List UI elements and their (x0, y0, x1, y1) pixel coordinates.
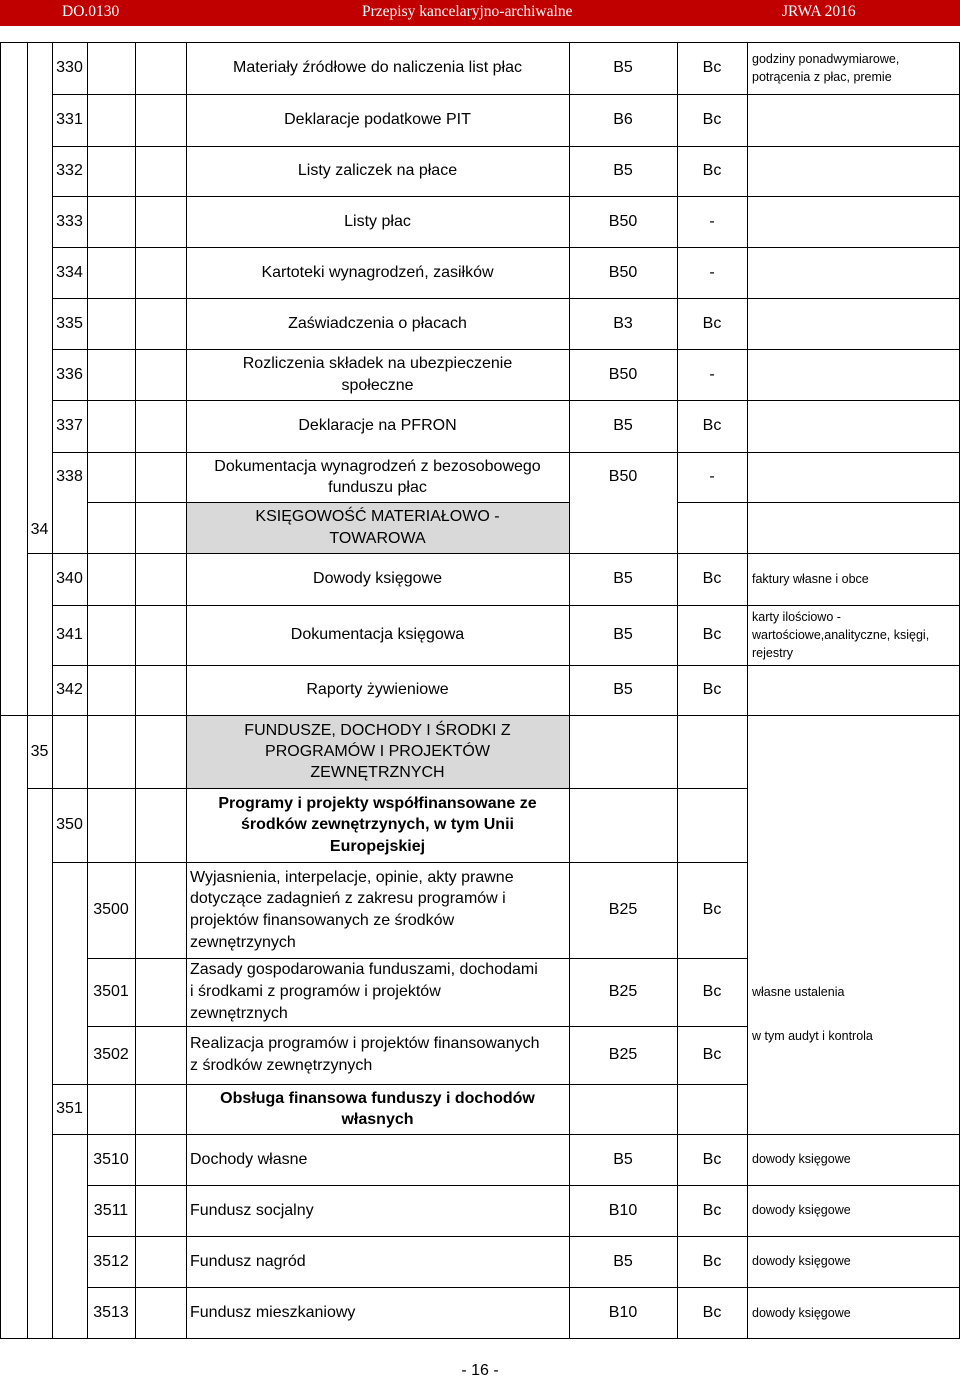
row-350-title-line: Programy i projekty współfinansowane ze (218, 795, 537, 813)
row-330-title: Materiały źródłowe do naliczenia list płac (232, 59, 523, 77)
row-331-code: 331 (56, 111, 83, 129)
grid-line (87, 1236, 960, 1237)
header-jrwa: JRWA 2016 (782, 3, 856, 20)
group-35-code: 35 (30, 742, 49, 760)
grid-line (677, 502, 960, 503)
grid-line (52, 196, 960, 197)
row-336-category-other: - (709, 365, 715, 383)
grid-line (52, 1134, 960, 1135)
row-3512-code: 3512 (93, 1252, 129, 1270)
grid-line (27, 42, 28, 1339)
group-34-title-line: TOWAROWA (329, 529, 426, 547)
row-333-title: Listy płac (344, 212, 411, 230)
row-3502-note: w tym audyt i kontrola (752, 1028, 873, 1043)
row-335-category: B3 (613, 314, 633, 332)
row-3513-category-other: Bc (702, 1304, 722, 1322)
grid-line (52, 146, 960, 147)
row-336-code: 336 (56, 365, 83, 383)
row-341-note-line: wartościowe,analityczne, księgi, (752, 627, 930, 642)
header-doc-code: DO.0130 (62, 3, 120, 20)
row-340-title: Dowody księgowe (313, 570, 442, 588)
row-350-code: 350 (56, 816, 83, 834)
row-337-title: Deklaracje na PFRON (298, 417, 457, 435)
row-3510-category-other: Bc (702, 1150, 722, 1168)
row-350-title-line: Europejskiej (329, 837, 426, 855)
row-332-category-other: Bc (702, 162, 722, 180)
grid-line (52, 298, 960, 299)
row-3510-category: B5 (613, 1150, 633, 1168)
row-341-category-other: Bc (702, 626, 722, 644)
row-334-code: 334 (56, 263, 83, 281)
row-3510-title: Dochody własne (190, 1150, 308, 1168)
row-3502-category: B25 (608, 1046, 638, 1064)
row-337-code: 337 (56, 417, 83, 435)
row-3501-category: B25 (608, 983, 638, 1001)
group-34-code: 34 (30, 521, 49, 539)
grid-line (52, 349, 960, 350)
grid-line (135, 42, 136, 1339)
grid-line (52, 452, 960, 453)
row-338-category: B50 (608, 468, 638, 486)
row-335-category-other: Bc (702, 314, 722, 332)
grid-line (52, 1084, 747, 1085)
row-351-title-line: Obsługa finansowa funduszy i dochodów (220, 1089, 535, 1107)
row-351-title (186, 1084, 569, 1134)
row-340-category-other: Bc (702, 570, 722, 588)
group-35-title-line: ZEWNĘTRZNYCH (310, 764, 445, 782)
group-35-title (186, 715, 569, 788)
row-3512-category: B5 (613, 1252, 633, 1270)
row-3501-note: własne ustalenia (752, 984, 845, 999)
row-335-code: 335 (56, 314, 83, 332)
page-number: - 16 - (461, 1362, 499, 1379)
row-3501-category-other: Bc (702, 983, 722, 1001)
row-330-note (752, 42, 957, 94)
row-3502-title-line: Realizacja programów i projektów finansowanych (190, 1035, 540, 1053)
row-3500-code: 3500 (93, 901, 129, 919)
row-3500-title (186, 862, 569, 958)
grid-line (87, 1185, 960, 1186)
row-342-category: B5 (613, 681, 633, 699)
row-3500-title-line: projektów finansowanych ze środków (190, 912, 455, 929)
row-338-title-line: Dokumentacja wynagrodzeń z bezosobowego (214, 457, 541, 475)
row-341-note (752, 605, 957, 665)
row-3511-title: Fundusz socjalny (190, 1201, 314, 1219)
row-3510-note: dowody księgowe (752, 1152, 851, 1167)
row-341-code: 341 (56, 626, 83, 644)
grid-line (569, 42, 570, 1339)
row-338-code: 338 (56, 468, 83, 486)
row-3511-code: 3511 (93, 1201, 129, 1219)
row-3502-title-line: z środków zewnętrzynych (190, 1057, 373, 1074)
row-340-note: faktury własne i obce (752, 571, 869, 586)
grid-line (0, 42, 960, 43)
row-3501-title (186, 958, 569, 1026)
row-336-title-line: Rozliczenia składek na ubezpieczenie (242, 355, 513, 373)
group-34-title-line: KSIĘGOWOŚĆ MATERIAŁOWO - (255, 508, 500, 526)
row-3511-category-other: Bc (702, 1201, 722, 1219)
row-337-category-other: Bc (702, 417, 722, 435)
row-3512-title: Fundusz nagród (190, 1252, 306, 1270)
group-35-title-line: PROGRAMÓW I PROJEKTÓW (265, 742, 490, 760)
header-title: Przepisy kancelaryjno-archiwalne (362, 3, 573, 20)
grid-line (186, 42, 187, 1339)
row-333-code: 333 (56, 212, 83, 230)
row-3502-title (186, 1026, 569, 1084)
row-3500-title-line: zewnętrzynych (190, 933, 296, 951)
grid-line (52, 400, 960, 401)
row-333-category: B50 (608, 212, 638, 230)
grid-line (677, 42, 678, 1339)
row-330-note-line: potrącenia z płac, premie (752, 70, 892, 84)
row-334-category: B50 (608, 263, 638, 281)
grid-line (0, 42, 1, 1339)
row-336-title (186, 349, 569, 400)
row-332-category: B5 (613, 162, 633, 180)
row-338-title (186, 452, 569, 502)
row-338-category-other: - (709, 468, 715, 486)
row-3512-category-other: Bc (702, 1252, 722, 1270)
grid-line (0, 715, 960, 716)
row-334-title: Kartoteki wynagrodzeń, zasiłków (261, 263, 494, 281)
row-3501-title-line: zewnętrznych (190, 1004, 288, 1022)
row-3501-title-line: i środkami z programów i projektów (190, 983, 441, 1001)
grid-line (52, 862, 747, 863)
row-336-title-line: społeczne (341, 376, 414, 394)
row-3513-title: Fundusz mieszkaniowy (190, 1304, 356, 1322)
row-3513-code: 3513 (93, 1304, 129, 1322)
row-340-category: B5 (613, 570, 633, 588)
row-3512-note: dowody księgowe (752, 1254, 851, 1269)
row-341-category: B5 (613, 626, 633, 644)
row-332-title: Listy zaliczek na płace (297, 162, 458, 180)
row-333-category-other: - (709, 212, 715, 230)
grid-line (52, 665, 960, 666)
row-3502-category-other: Bc (702, 1046, 722, 1064)
row-334-category-other: - (709, 263, 715, 281)
row-3500-category: B25 (608, 901, 638, 919)
row-341-note-line: rejestry (752, 646, 793, 661)
row-3500-title-line: dotyczące zadagnień z zakresu programów i (190, 890, 506, 908)
row-337-category: B5 (613, 417, 633, 435)
row-350-title (186, 788, 569, 862)
grid-line (747, 42, 748, 1339)
group-34-title (186, 502, 569, 553)
row-331-title: Deklaracje podatkowe PIT (284, 111, 471, 129)
row-341-note-line: karty ilościowo - (752, 609, 841, 624)
row-330-note-line: godziny ponadwymiarowe, (752, 51, 900, 66)
group-35-title-line: FUNDUSZE, DOCHODY I ŚRODKI Z (244, 721, 511, 739)
row-330-category: B5 (613, 59, 633, 77)
row-3510-code: 3510 (93, 1150, 129, 1168)
row-3500-category-other: Bc (702, 901, 722, 919)
row-3501-title-line: Zasady gospodarowania funduszami, dochodami (190, 961, 538, 979)
row-3513-category: B10 (608, 1304, 638, 1322)
row-3502-code: 3502 (93, 1046, 129, 1064)
row-351-code: 351 (56, 1100, 83, 1118)
row-330-category-other: Bc (702, 59, 722, 77)
grid-line (52, 94, 960, 95)
grid-line (52, 247, 960, 248)
row-332-code: 332 (56, 162, 83, 180)
grid-line (87, 502, 569, 503)
row-338-title-line: funduszu płac (328, 479, 427, 496)
row-341-title: Dokumentacja księgowa (290, 626, 465, 644)
row-340-code: 340 (56, 570, 83, 588)
row-3500-title-line: Wyjasnienia, interpelacje, opinie, akty prawne (190, 868, 514, 886)
row-331-category-other: Bc (702, 111, 722, 129)
row-342-code: 342 (56, 681, 83, 699)
row-335-title: Zaświadczenia o płacach (288, 314, 467, 332)
grid-line (52, 42, 53, 1339)
row-342-title: Raporty żywieniowe (306, 681, 449, 699)
row-3501-code: 3501 (93, 983, 129, 1001)
row-350-title-line: środków zewnętrzynych, w tym Unii (241, 816, 514, 834)
row-330-code: 330 (56, 59, 83, 77)
grid-line (52, 605, 960, 606)
grid-line (0, 1338, 960, 1339)
row-3511-note: dowody księgowe (752, 1203, 851, 1218)
row-3511-category: B10 (608, 1201, 638, 1219)
row-336-category: B50 (608, 365, 638, 383)
row-342-category-other: Bc (702, 681, 722, 699)
grid-line (87, 1287, 960, 1288)
row-331-category: B6 (613, 111, 633, 129)
grid-line (87, 42, 88, 1339)
grid-line (27, 553, 960, 554)
row-3513-note: dowody księgowe (752, 1305, 851, 1320)
row-351-title-line: własnych (341, 1111, 414, 1128)
page-header (0, 0, 960, 26)
